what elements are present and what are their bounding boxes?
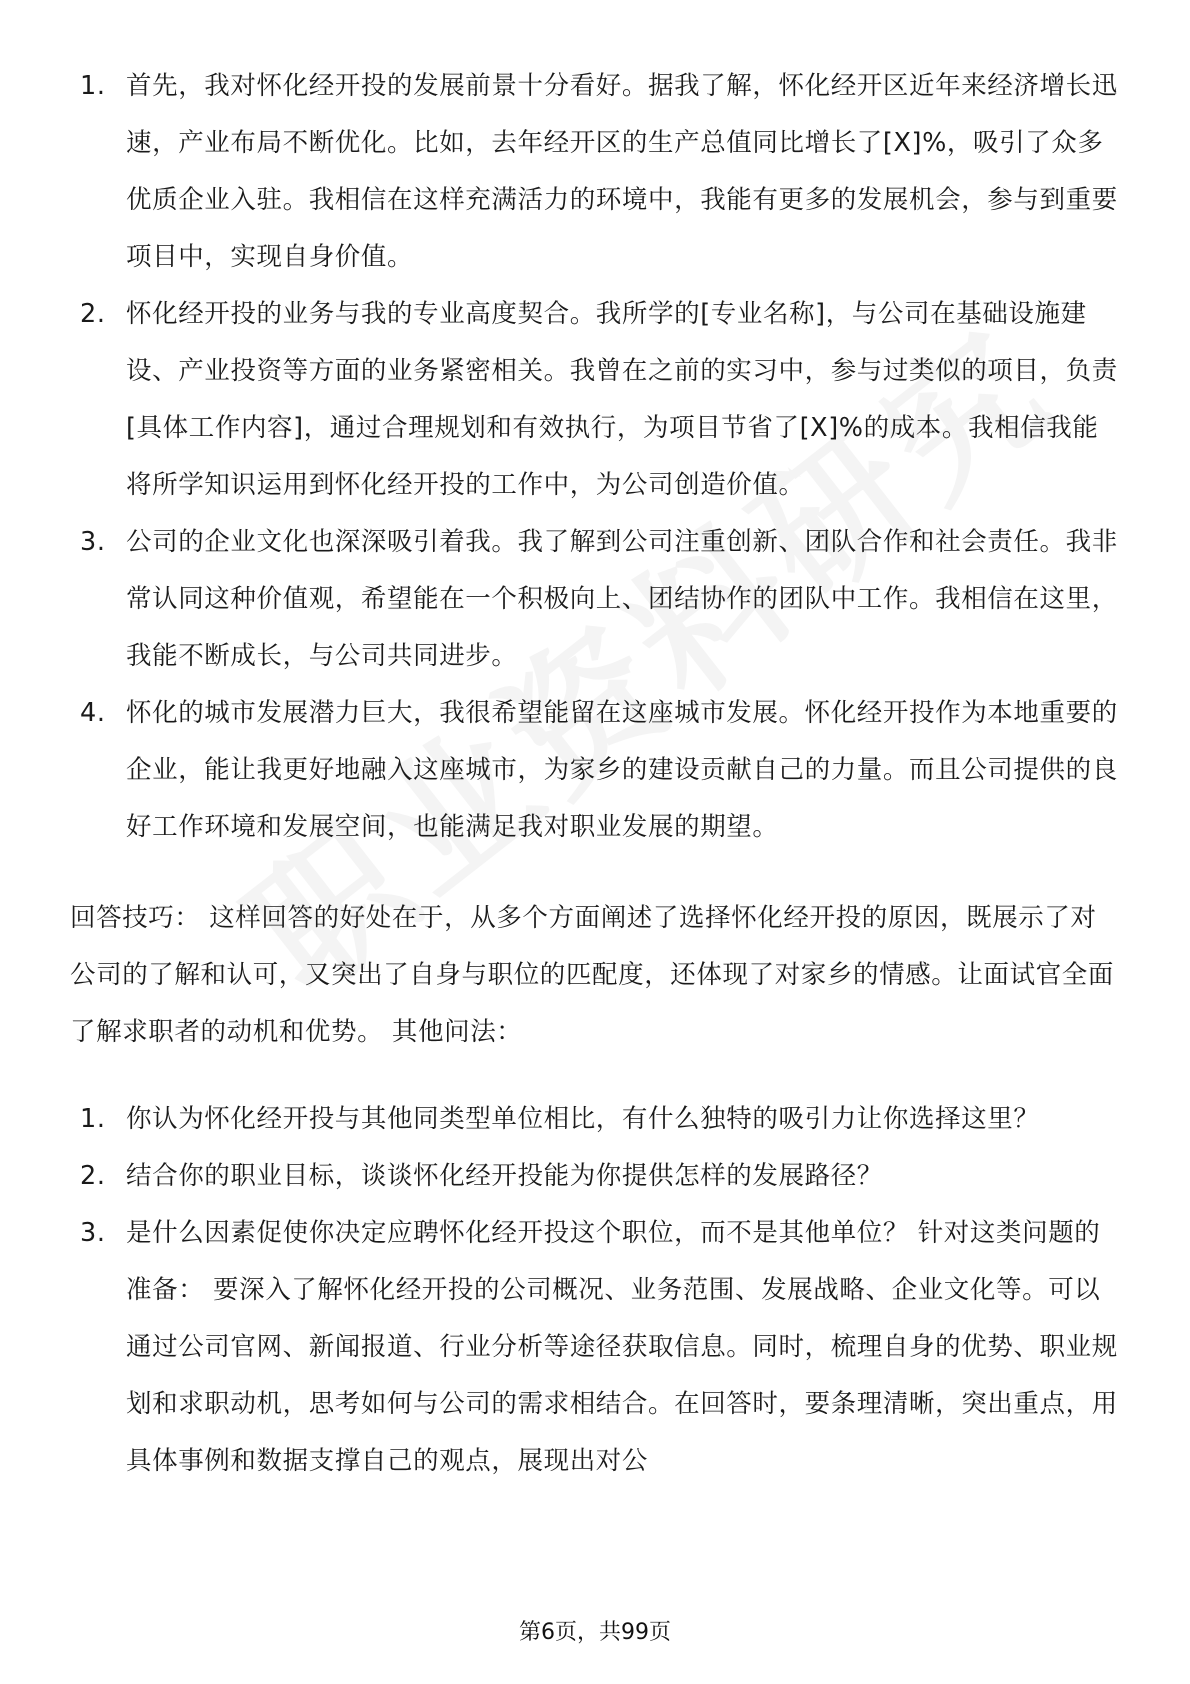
list-item-number: 3.	[80, 1218, 106, 1248]
list-item-text: 怀化的城市发展潜力巨大，我很希望能留在这座城市发展。怀化经开投作为本地重要的企业，能让我更好地融入这座城市，为家乡的建设贡献自己的力量。而且公司提供的良好工作环境和发展空间，也能满足我对职业发展的期望。	[126, 698, 1118, 842]
list-item	[70, 1205, 1120, 1490]
list-item	[70, 685, 1120, 856]
list-item	[70, 286, 1120, 514]
list-item	[70, 514, 1120, 685]
list-item	[70, 58, 1120, 286]
list-item-number: 1.	[80, 71, 106, 101]
list-item-text: 公司的企业文化也深深吸引着我。我了解到公司注重创新、团队合作和社会责任。我非常认同这种价值观，希望能在一个积极向上、团结协作的团队中工作。我相信在这里，我能不断成长，与公司共同进步。	[126, 527, 1118, 671]
list-item	[70, 1091, 1120, 1148]
list-item-text: 你认为怀化经开投与其他同类型单位相比，有什么独特的吸引力让你选择这里？	[126, 1104, 1040, 1134]
list-item-number: 4.	[80, 698, 106, 728]
list-item-text: 首先，我对怀化经开投的发展前景十分看好。据我了解，怀化经开区近年来经济增长迅速，产业布局不断优化。比如，去年经开区的生产总值同比增长了[X]%，吸引了众多优质企业入驻。我相信在这样充满活力的环境中，我能有更多的发展机会，参与到重要项目中，实现自身价值。	[126, 71, 1118, 272]
list-item-number: 2.	[80, 299, 106, 329]
list-item-number: 1.	[80, 1104, 106, 1134]
list-item-text: 怀化经开投的业务与我的专业高度契合。我所学的[专业名称]，与公司在基础设施建设、产业投资等方面的业务紧密相关。我曾在之前的实习中，参与过类似的项目，负责[具体工作内容]，通过合理规划和有效执行，为项目节省了[X]%的成本。我相信我能将所学知识运用到怀化经开投的工作中，为公司创造价值。	[126, 299, 1118, 500]
page-content	[70, 58, 1120, 1490]
list-item-number: 3.	[80, 527, 106, 557]
list-item	[70, 1148, 1120, 1205]
other-questions-list	[70, 1091, 1120, 1490]
answer-tips-paragraph: 回答技巧： 这样回答的好处在于，从多个方面阐述了选择怀化经开投的原因，既展示了对公司的了解和认可，又突出了自身与职位的匹配度，还体现了对家乡的情感。让面试官全面了解求职者的动机和优势。 其他问法：	[70, 903, 1115, 1047]
list-item-number: 2.	[80, 1161, 106, 1191]
reasons-list	[70, 58, 1120, 856]
list-item-text: 结合你的职业目标，谈谈怀化经开投能为你提供怎样的发展路径？	[126, 1161, 883, 1191]
page-number-footer: 第6页，共99页	[519, 1620, 671, 1645]
list-item-text: 是什么因素促使你决定应聘怀化经开投这个职位，而不是其他单位？ 针对这类问题的准备： 要深入了解怀化经开投的公司概况、业务范围、发展战略、企业文化等。可以通过公司官网、新闻报道、行业分析等途径获取信息。同时，梳理自身的优势、职业规划和求职动机，思考如何与公司的需求相结合。在回答时，要条理清晰，突出重点，用具体事例和数据支撑自己的观点，展现出对公	[126, 1218, 1118, 1476]
